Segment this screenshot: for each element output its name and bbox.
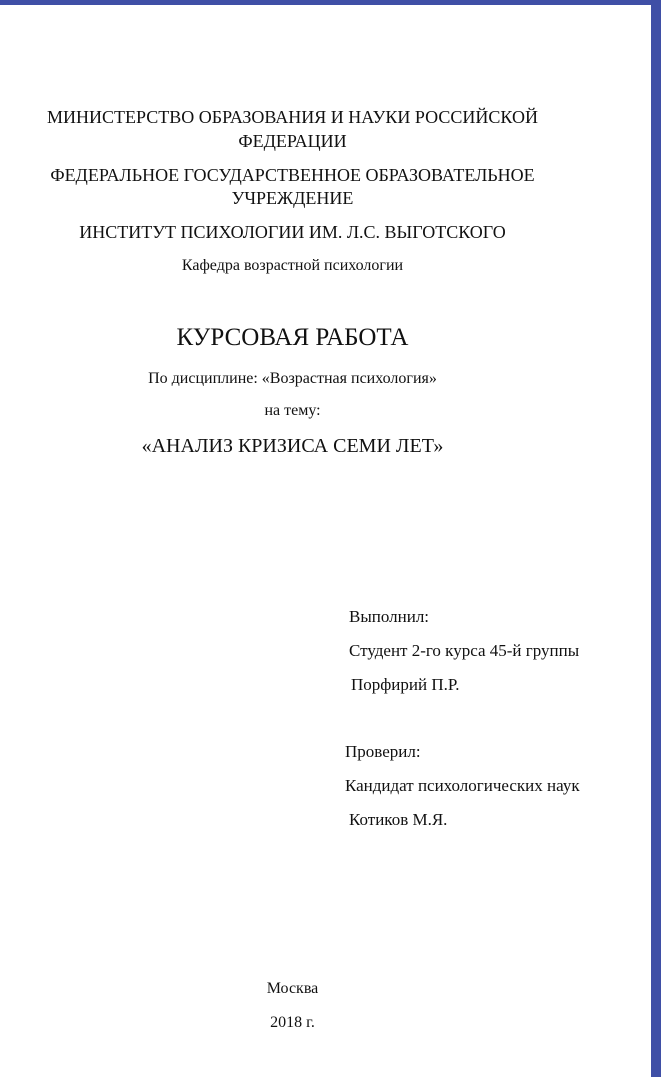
- topic-label: на тему:: [264, 402, 321, 419]
- institution-line-1: ФЕДЕРАЛЬНОЕ ГОСУДАРСТВЕННОЕ ОБРАЗОВАТЕЛЬНОЕ: [50, 165, 535, 185]
- institution-line-2: УЧРЕЖДЕНИЕ: [231, 188, 354, 208]
- work-type-title: КУРСОВАЯ РАБОТА: [176, 324, 409, 351]
- discipline-line: По дисциплине: «Возрастная психология»: [148, 370, 437, 387]
- department-name: Кафедра возрастной психологии: [181, 257, 404, 274]
- performed-by-label: Выполнил:: [349, 607, 430, 626]
- ministry-line-2: ФЕДЕРАЦИИ: [238, 131, 347, 151]
- checked-by-role: Кандидат психологических наук: [345, 776, 580, 795]
- institute-name: ИНСТИТУТ ПСИХОЛОГИИ ИМ. Л.С. ВЫГОТСКОГО: [79, 222, 506, 242]
- performed-by-role: Студент 2-го курса 45-й группы: [349, 641, 580, 660]
- page-border-right: [651, 0, 661, 1077]
- checked-by-label: Проверил:: [345, 742, 421, 761]
- ministry-line-1: МИНИСТЕРСТВО ОБРАЗОВАНИЯ И НАУКИ РОССИЙСКОЙ: [47, 107, 538, 127]
- topic-title: «АНАЛИЗ КРИЗИСА СЕМИ ЛЕТ»: [141, 435, 444, 457]
- performed-by-name: Порфирий П.Р.: [351, 675, 460, 694]
- year: 2018 г.: [270, 1014, 315, 1031]
- city: Москва: [266, 980, 319, 997]
- checked-by-name: Котиков М.Я.: [349, 810, 448, 829]
- page-border-top: [0, 0, 661, 5]
